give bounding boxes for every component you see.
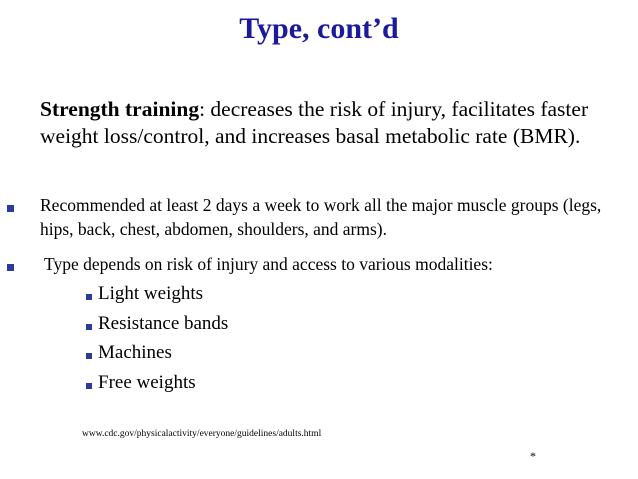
square-bullet-icon (86, 353, 92, 359)
square-bullet-icon (86, 294, 92, 300)
bullet-item: Recommended at least 2 days a week to work all the major muscle groups (legs, hips, back, chest, abdomen, shoulders, and arms). (40, 195, 602, 239)
sub-bullet-item: Light weights (98, 283, 204, 304)
slide-footer-mark: * (530, 449, 536, 463)
source-citation: www.cdc.gov/physicalactivity/everyone/guidelines/adults.html (82, 429, 322, 439)
square-bullet-icon (86, 383, 92, 389)
intro-term: Strength training (40, 97, 200, 121)
square-bullet-icon (7, 264, 14, 271)
sub-bullet-item: Machines (98, 342, 172, 363)
intro-text: : decreases the risk of injury, facilitates faster weight loss/control, and increases basal metabolic rate (BMR). (40, 97, 589, 148)
sub-bullet-item: Resistance bands (98, 313, 229, 334)
slide-title: Type, cont’d (239, 12, 399, 45)
bullet-item: Type depends on risk of injury and access to various modalities: (40, 254, 493, 274)
square-bullet-icon (7, 205, 14, 212)
sub-bullet-item: Free weights (98, 372, 196, 393)
square-bullet-icon (86, 324, 92, 330)
intro-paragraph (40, 96, 630, 149)
